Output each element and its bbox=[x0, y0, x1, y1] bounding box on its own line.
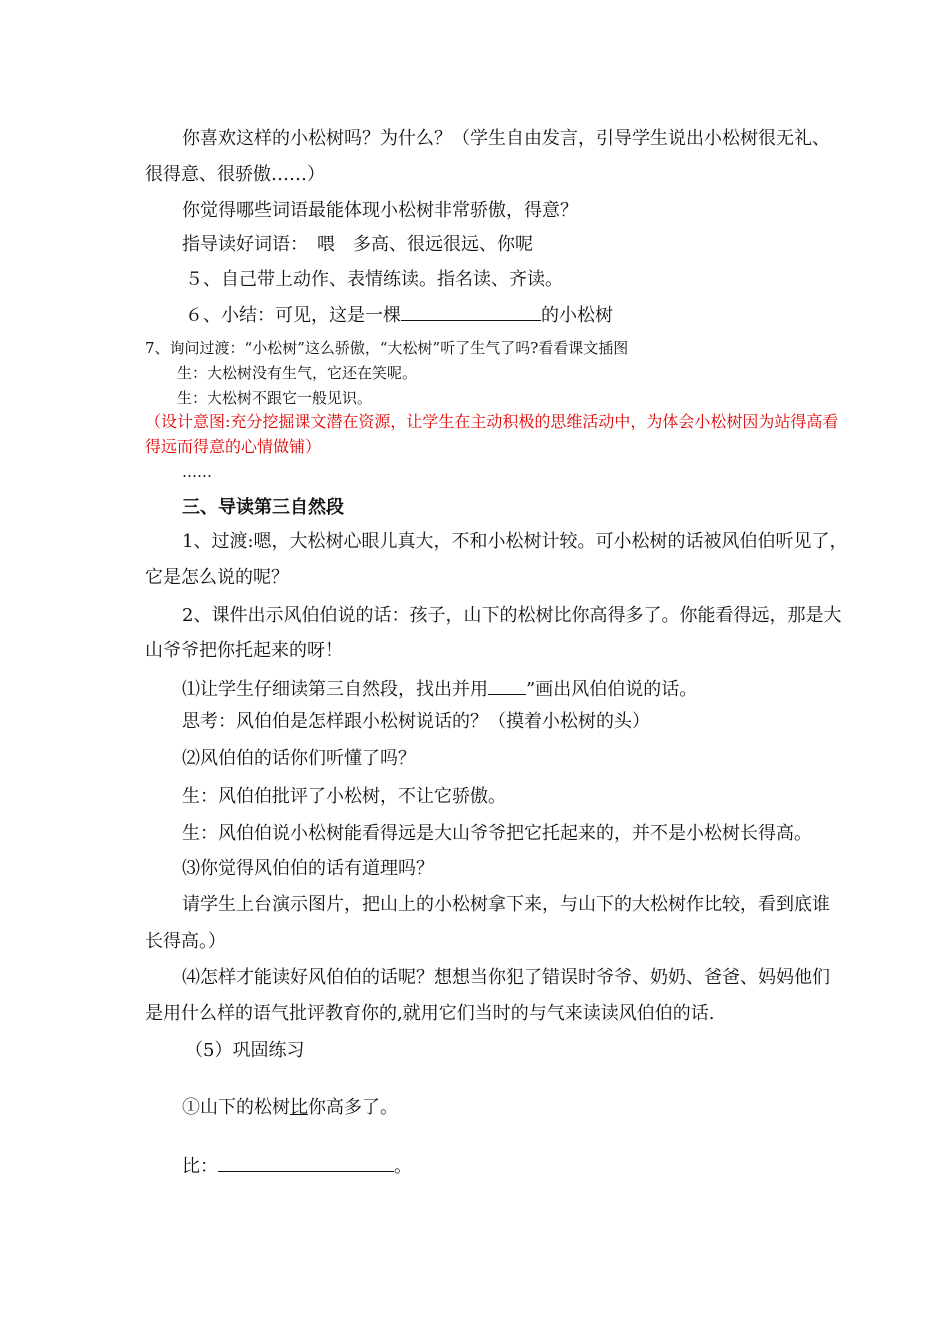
design-intent-note: （设计意图:充分挖掘课文潜在资源，让学生在主动积极的思维活动中，为体会小松树因为站得高看 bbox=[145, 412, 839, 431]
answer-label: 比： bbox=[182, 1156, 218, 1177]
text-line: 它是怎么说的呢？ bbox=[145, 567, 289, 588]
text-line: ⑶你觉得风伯伯的话有道理吗？ bbox=[182, 858, 434, 879]
text-line: 请学生上台演示图片，把山上的小松树拿下来，与山下的大松树作比较，看到底谁 bbox=[182, 894, 830, 915]
answer-end: 。 bbox=[394, 1156, 412, 1177]
text-line: 思考：风伯伯是怎样跟小松树说话的？（摸着小松树的头） bbox=[182, 711, 650, 732]
text-line: 生：风伯伯批评了小松树，不让它骄傲。 bbox=[182, 786, 506, 807]
fill-blank bbox=[218, 1153, 394, 1172]
summary-prefix: ６、小结：可见，这是一棵 bbox=[185, 305, 401, 326]
text-line: ⑷怎样才能读好风伯伯的话呢？想想当你犯了错误时爷爷、奶奶、爸爸、妈妈他们 bbox=[182, 967, 830, 988]
fill-blank bbox=[401, 302, 541, 321]
text-line: 长得高。） bbox=[145, 931, 226, 952]
text-line: 你喜欢这样的小松树吗？为什么？（学生自由发言，引导学生说出小松树很无礼、 bbox=[182, 128, 830, 149]
text-line: 2、课件出示风伯伯说的话：孩子，山下的松树比你高得多了。你能看得远，那是大 bbox=[182, 605, 842, 626]
text-line: ５、自己带上动作、表情练读。指名读、齐读。 bbox=[185, 269, 563, 290]
instruction-line bbox=[182, 676, 697, 702]
text-line: 生：大松树没有生气，它还在笑呢。 bbox=[177, 364, 418, 382]
instruction-suffix: ”画出风伯伯说的话。 bbox=[526, 679, 698, 700]
design-intent-note: 得远而得意的心情做铺） bbox=[145, 437, 322, 456]
exercise-sentence bbox=[182, 1096, 398, 1120]
ellipsis: …… bbox=[182, 463, 212, 481]
text-line: 7、询问过渡：“小松树”这么骄傲，“大松树”听了生气了吗?看看课文插图 bbox=[145, 339, 629, 357]
text-line: 1、过渡:嗯，大松树心眼儿真大，不和小松树计较。可小松树的话被风伯伯听见了， bbox=[182, 531, 848, 552]
text-line: 你觉得哪些词语最能体现小松树非常骄傲，得意？ bbox=[182, 200, 578, 221]
instruction-prefix: ⑴让学生仔细读第三自然段，找出并用 bbox=[182, 679, 488, 700]
underlined-word: 比 bbox=[290, 1097, 308, 1118]
text-line: 生：风伯伯说小松树能看得远是大山爷爷把它托起来的，并不是小松树长得高。 bbox=[182, 823, 812, 844]
text-line: ⑵风伯伯的话你们听懂了吗？ bbox=[182, 748, 416, 769]
text-line: 很得意、很骄傲……） bbox=[145, 164, 325, 185]
section-heading: 三、导读第三自然段 bbox=[182, 497, 344, 518]
fill-blank bbox=[488, 676, 526, 695]
text-line: 山爷爷把你托起来的呀！ bbox=[145, 640, 343, 661]
exercise-answer-line bbox=[182, 1153, 412, 1179]
summary-line bbox=[185, 302, 613, 328]
sentence-part: ①山下的松树 bbox=[182, 1097, 290, 1118]
text-line: 指导读好词语： 喂 多高、很远很远、你呢 bbox=[182, 234, 533, 255]
text-line: 生：大松树不跟它一般见识。 bbox=[177, 389, 373, 407]
sentence-part: 你高多了。 bbox=[308, 1097, 398, 1118]
summary-suffix: 的小松树 bbox=[541, 305, 613, 326]
text-line: 是用什么样的语气批评教育你的,就用它们当时的与气来读读风伯伯的话. bbox=[145, 1003, 715, 1024]
exercise-heading: （5）巩固练习 bbox=[185, 1040, 305, 1061]
